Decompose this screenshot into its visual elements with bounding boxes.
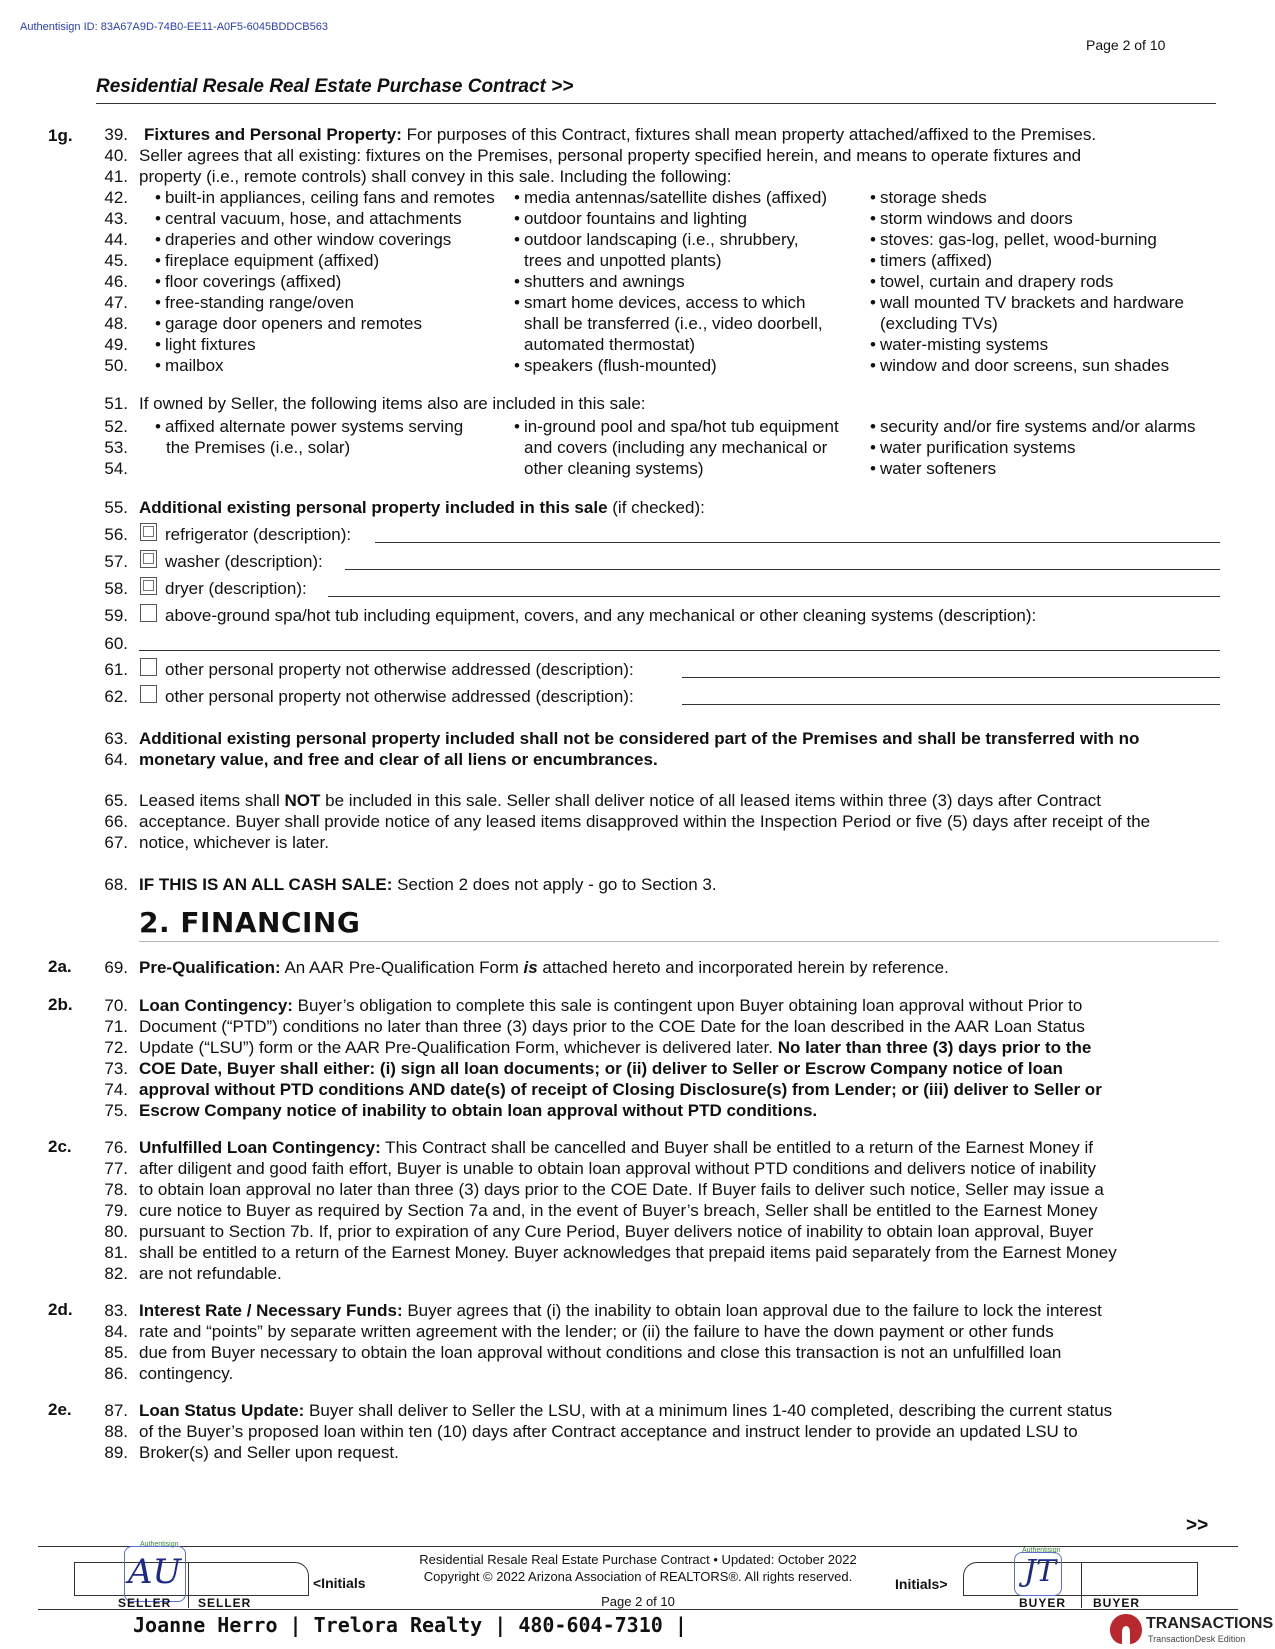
buyer-label-2: BUYER [1093, 1596, 1141, 1610]
line-number: 83. [104, 1301, 128, 1320]
list-item: • speakers (flush-mounted) [514, 355, 717, 376]
line-39 [144, 124, 1096, 145]
buyer-initials-divider [1081, 1562, 1082, 1608]
page-number-header: Page 2 of 10 [1086, 37, 1166, 53]
line-number: 56. [104, 525, 128, 544]
financing-heading: 2. FINANCING [139, 906, 361, 939]
line-71: Document (“PTD”) conditions no later than three (3) days prior to the COE Date for the loan described in the AAR Loan Status [139, 1017, 1085, 1036]
line-number: 71. [104, 1017, 128, 1036]
line-number: 64. [104, 750, 128, 769]
list-item: • smart home devices, access to which [514, 292, 806, 313]
form-version: Residential Resale Real Estate Purchase Contract • Updated: October 2022 [419, 1552, 857, 1567]
list-item: • mailbox [155, 355, 224, 376]
list-item: • timers (affixed) [870, 250, 992, 271]
prequal-text-b: attached hereto and incorporated herein by reference. [537, 958, 949, 977]
line-number: 77. [104, 1159, 128, 1178]
line-number: 75. [104, 1101, 128, 1120]
authentisign-id: Authentisign ID: 83A67A9D-74B0-EE11-A0F5-6045BDDCB563 [20, 21, 328, 33]
loan-status-heading: Loan Status Update: [139, 1401, 305, 1420]
line-73: COE Date, Buyer shall either: (i) sign all loan documents; or (ii) deliver to Seller or Escrow Company notice of loan [139, 1059, 1063, 1078]
line-number: 41. [104, 167, 128, 186]
other-property-field-2[interactable] [682, 704, 1220, 705]
transactions-logo-text: TRANSACTIONS [1146, 1615, 1274, 1632]
leased-text-a: Leased items shall [139, 791, 285, 810]
line-number: 74. [104, 1080, 128, 1099]
line-64: monetary value, and free and clear of all liens or encumbrances. [139, 750, 658, 769]
line-number: 72. [104, 1038, 128, 1057]
unfulfilled-heading: Unfulfilled Loan Contingency: [139, 1138, 381, 1157]
list-item: • shutters and awnings [514, 271, 685, 292]
loan-contingency-text: Buyer’s obligation to complete this sale is contingent upon Buyer obtaining loan approval without Prior to [292, 996, 1083, 1015]
other-property-field-1[interactable] [682, 677, 1220, 678]
list-item: • central vacuum, hose, and attachments [155, 208, 462, 229]
line-66: acceptance. Buyer shall provide notice of any leased items disapproved within the Inspection Period or five (5) days after receipt of the [139, 812, 1151, 831]
line-number: 51. [104, 394, 128, 413]
section-label-2b: 2b. [48, 995, 73, 1014]
list-item: • light fixtures [155, 334, 256, 355]
section-label-1g: 1g. [48, 126, 73, 145]
list-item: • built-in appliances, ceiling fans and remotes [155, 187, 495, 208]
line-number: 67. [104, 833, 128, 852]
line-69 [139, 957, 949, 978]
list-item: • security and/or fire systems and/or alarms [870, 416, 1196, 437]
additional-property-note: (if checked): [607, 498, 705, 517]
line-72 [139, 1037, 1091, 1058]
line-number: 50. [104, 356, 128, 375]
spa-checkbox[interactable] [140, 604, 157, 622]
seller-label-1: SELLER [118, 1596, 172, 1610]
list-item-continuation: trees and unpotted plants) [524, 251, 722, 270]
line-67: notice, whichever is later. [139, 833, 329, 852]
line-number: 66. [104, 812, 128, 831]
line-number: 63. [104, 729, 128, 748]
refrigerator-checkbox[interactable] [140, 523, 157, 541]
fixtures-heading: Fixtures and Personal Property: [144, 125, 402, 144]
other-property-checkbox-2[interactable] [140, 685, 157, 703]
washer-checkbox[interactable] [140, 550, 157, 568]
line-number: 73. [104, 1059, 128, 1078]
document-title: Residential Resale Real Estate Purchase Contract >> [96, 76, 574, 97]
spa-label: above-ground spa/hot tub including equipment, covers, and any mechanical or other cleaning systems (description): [165, 606, 1037, 625]
line-84: rate and “points” by separate written agreement with the lender; or (ii) the failure to have the down payment or other funds [139, 1322, 1054, 1341]
agent-info: Joanne Herro | Trelora Realty | 480-604-7310 | [133, 1613, 687, 1637]
section-label-2d: 2d. [48, 1300, 73, 1319]
list-item: • storm windows and doors [870, 208, 1073, 229]
line-number: 39. [104, 125, 128, 144]
line-88: of the Buyer’s proposed loan within ten (10) days after Contract acceptance and instruct lender to provide an updated LSU to [139, 1422, 1078, 1441]
other-property-label-2: other personal property not otherwise addressed (description): [165, 687, 634, 706]
line-number: 45. [104, 251, 128, 270]
line-85: due from Buyer necessary to obtain the loan approval without conditions and close this transaction is not an unfulfilled loan [139, 1343, 1062, 1362]
prequal-heading: Pre-Qualification: [139, 958, 281, 977]
section-label-2c: 2c. [48, 1137, 72, 1156]
transactions-logo-subtext: TransactionDesk Edition [1148, 1634, 1246, 1644]
list-item: • in-ground pool and spa/hot tub equipment [514, 416, 839, 437]
list-item: • free-standing range/oven [155, 292, 354, 313]
list-item: • towel, curtain and drapery rods [870, 271, 1113, 292]
line-76 [139, 1137, 1093, 1158]
line-82: are not refundable. [139, 1264, 282, 1283]
line-number: 52. [104, 417, 128, 436]
other-property-label-1: other personal property not otherwise addressed (description): [165, 660, 634, 679]
line-77: after diligent and good faith effort, Buyer is unable to obtain loan approval without PTD conditions and delivers notice of inability [139, 1159, 1096, 1178]
list-item-continuation: and covers (including any mechanical or [524, 438, 828, 457]
line-65 [139, 790, 1101, 811]
prequal-is: is [523, 958, 538, 977]
line-78: to obtain loan approval no later than three (3) days prior to the COE Date. If Buyer fails to deliver such notice, Seller may issue a [139, 1180, 1104, 1199]
all-cash-text: Section 2 does not apply - go to Section 3. [392, 875, 717, 894]
line-51: If owned by Seller, the following items also are included in this sale: [139, 394, 646, 413]
loan-contingency-heading: Loan Contingency: [139, 996, 293, 1015]
line-number: 80. [104, 1222, 128, 1241]
line-number: 57. [104, 552, 128, 571]
line-number: 88. [104, 1422, 128, 1441]
leased-not: NOT [284, 791, 321, 810]
line-number: 84. [104, 1322, 128, 1341]
title-divider [96, 103, 1216, 104]
dryer-label: dryer (description): [165, 579, 307, 598]
line-74: approval without PTD conditions AND date(s) of receipt of Closing Disclosure(s) from Lender; or (iii) deliver to Seller or [139, 1080, 1102, 1099]
line-number: 82. [104, 1264, 128, 1283]
line-83 [139, 1300, 1102, 1321]
prequal-text-a: An AAR Pre-Qualification Form [280, 958, 524, 977]
line-number: 79. [104, 1201, 128, 1220]
interest-rate-text: Buyer agrees that (i) the inability to obtain loan approval due to the failure to lock the interest [402, 1301, 1102, 1320]
list-item-continuation: automated thermostat) [524, 335, 696, 354]
leased-text-c: be included in this sale. Seller shall deliver notice of all leased items within three (3) days after Contract [320, 791, 1101, 810]
line-79: cure notice to Buyer as required by Section 7a and, in the event of Buyer’s breach, Seller shall be entitled to the Earnest Money [139, 1201, 1098, 1220]
line-number: 55. [104, 498, 128, 517]
list-item: • stoves: gas-log, pellet, wood-burning [870, 229, 1157, 250]
line-number: 89. [104, 1443, 128, 1462]
list-item: • fireplace equipment (affixed) [155, 250, 379, 271]
next-page-arrow: >> [1186, 1515, 1209, 1536]
line-number: 68. [104, 875, 128, 894]
line-72-text: Update (“LSU”) form or the AAR Pre-Qualification Form, whichever is delivered later. [139, 1038, 778, 1057]
authentisign-badge-buyer: Authentisign [1022, 1547, 1061, 1554]
copyright: Copyright © 2022 Arizona Association of REALTORS®. All rights reserved. [423, 1569, 853, 1584]
list-item: • media antennas/satellite dishes (affixed) [514, 187, 827, 208]
washer-label: washer (description): [165, 552, 323, 571]
line-89: Broker(s) and Seller upon request. [139, 1443, 399, 1462]
line-number: 87. [104, 1401, 128, 1420]
authentisign-badge-seller: Authentisign [140, 1541, 179, 1548]
line-41: property (i.e., remote controls) shall convey in this sale. Including the following: [139, 167, 732, 186]
line-number: 49. [104, 335, 128, 354]
line-number: 53. [104, 438, 128, 457]
buyer-label-1: BUYER [1019, 1596, 1067, 1610]
seller-initials-divider [188, 1562, 189, 1608]
line-number: 60. [104, 634, 128, 653]
line-number: 61. [104, 660, 128, 679]
refrigerator-label: refrigerator (description): [165, 525, 352, 544]
list-item-continuation: the Premises (i.e., solar) [166, 438, 351, 457]
list-item-continuation: other cleaning systems) [524, 459, 704, 478]
list-item: • affixed alternate power systems serving [155, 416, 463, 437]
line-number: 58. [104, 579, 128, 598]
line-number: 86. [104, 1364, 128, 1383]
footer-page-number: Page 2 of 10 [601, 1594, 675, 1609]
line-86: contingency. [139, 1364, 234, 1383]
list-item: • garage door openers and remotes [155, 313, 422, 334]
list-item: • water-misting systems [870, 334, 1048, 355]
interest-rate-heading: Interest Rate / Necessary Funds: [139, 1301, 403, 1320]
initials-left-label: <Initials [313, 1575, 366, 1591]
line-72-bold: No later than three (3) days prior to the [777, 1038, 1092, 1057]
dryer-description-field[interactable] [328, 596, 1220, 597]
line-70 [139, 995, 1082, 1016]
list-item: • window and door screens, sun shades [870, 355, 1169, 376]
line-number: 43. [104, 209, 128, 228]
line-81: shall be entitled to a return of the Earnest Money. Buyer acknowledges that prepaid items paid separately from the Earnest Money [139, 1243, 1117, 1262]
other-property-checkbox-1[interactable] [140, 658, 157, 676]
additional-property-heading: Additional existing personal property included in this sale [139, 498, 608, 517]
line-number: 70. [104, 996, 128, 1015]
refrigerator-description-field[interactable] [375, 542, 1220, 543]
loan-status-text: Buyer shall deliver to Seller the LSU, with at a minimum lines 1-40 completed, describing the current status [304, 1401, 1113, 1420]
line-number: 40. [104, 146, 128, 165]
line-number: 65. [104, 791, 128, 810]
list-item: • water softeners [870, 458, 996, 479]
list-item: • floor coverings (affixed) [155, 271, 341, 292]
seller-initials-signature: AU [128, 1552, 182, 1592]
line-number: 76. [104, 1138, 128, 1157]
section-label-2a: 2a. [48, 957, 72, 976]
line-number: 59. [104, 606, 128, 625]
line-87 [139, 1400, 1112, 1421]
line-55 [139, 497, 705, 518]
seller-label-2: SELLER [198, 1596, 252, 1610]
line-number: 48. [104, 314, 128, 333]
line-number: 54. [104, 459, 128, 478]
transactions-logo-icon [1108, 1612, 1144, 1646]
washer-description-field[interactable] [345, 569, 1220, 570]
list-item: • outdoor landscaping (i.e., shrubbery, [514, 229, 799, 250]
line-number: 42. [104, 188, 128, 207]
line-number: 81. [104, 1243, 128, 1262]
line-number: 44. [104, 230, 128, 249]
line-number: 78. [104, 1180, 128, 1199]
initials-right-label: Initials> [895, 1576, 948, 1592]
line-75: Escrow Company notice of inability to obtain loan approval without PTD conditions. [139, 1101, 818, 1120]
list-item-continuation: shall be transferred (i.e., video doorbell, [524, 314, 823, 333]
line-number: 46. [104, 272, 128, 291]
financing-divider [139, 941, 1219, 942]
list-item: • wall mounted TV brackets and hardware [870, 292, 1184, 313]
list-item: • outdoor fountains and lighting [514, 208, 747, 229]
footer-bottom-rule [38, 1609, 1238, 1610]
list-item: • draperies and other window coverings [155, 229, 451, 250]
line-number: 62. [104, 687, 128, 706]
seller-initials-box [74, 1562, 309, 1596]
dryer-checkbox[interactable] [140, 577, 157, 595]
all-cash-heading: IF THIS IS AN ALL CASH SALE: [139, 875, 393, 894]
line-40: Seller agrees that all existing: fixtures on the Premises, personal property specified herein, and means to operate fixtures and [139, 146, 1082, 165]
line-number: 47. [104, 293, 128, 312]
buyer-initials-signature: JT [1024, 1554, 1057, 1589]
list-item-continuation: (excluding TVs) [880, 314, 998, 333]
fixtures-text: For purposes of this Contract, fixtures shall mean property attached/affixed to the Premises. [401, 125, 1097, 144]
line-number: 69. [104, 958, 128, 977]
line-number: 85. [104, 1343, 128, 1362]
spa-description-field[interactable] [139, 650, 1220, 651]
unfulfilled-text: This Contract shall be cancelled and Buyer shall be entitled to a return of the Earnest Money if [380, 1138, 1093, 1157]
line-80: pursuant to Section 7b. If, prior to expiration of any Cure Period, Buyer delivers notice of inability to obtain loan approval, Buyer [139, 1222, 1094, 1241]
list-item: • water purification systems [870, 437, 1076, 458]
line-68 [139, 874, 717, 895]
line-63: Additional existing personal property included shall not be considered part of the Premises and shall be transferred with no [139, 729, 1140, 748]
list-item: • storage sheds [870, 187, 987, 208]
section-label-2e: 2e. [48, 1400, 72, 1419]
